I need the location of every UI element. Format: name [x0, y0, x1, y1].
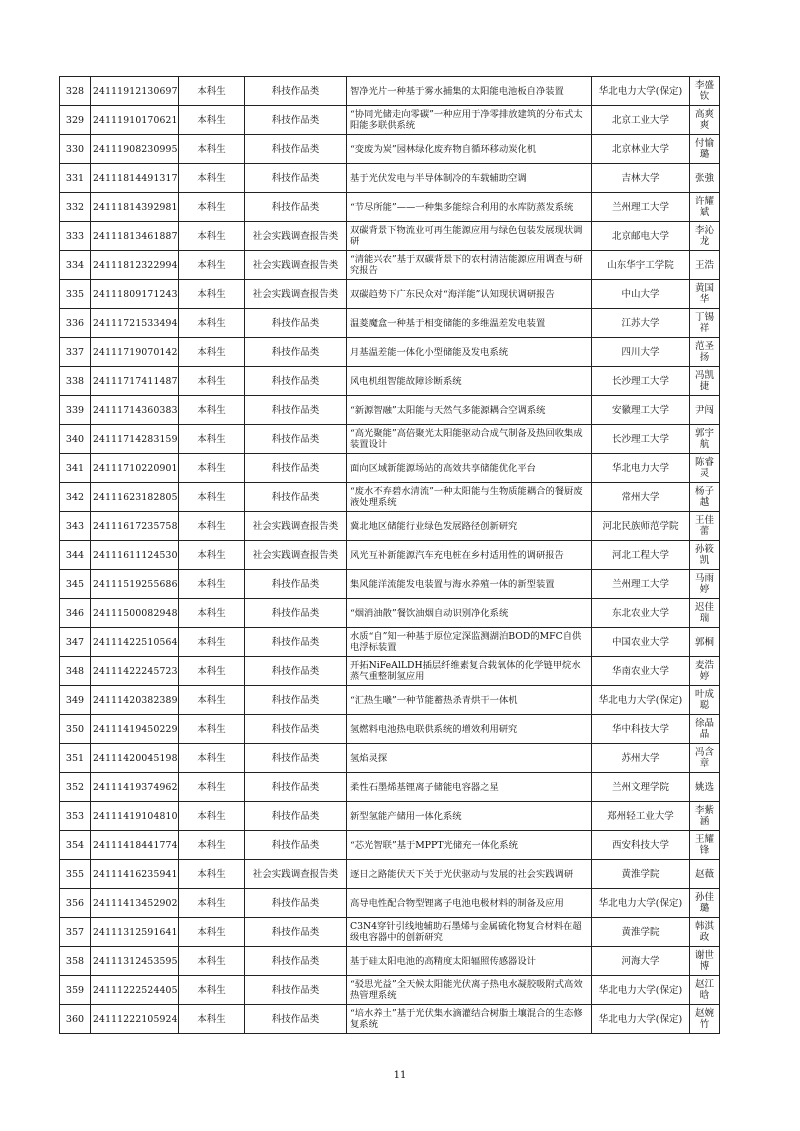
table-body	[60, 77, 720, 1034]
leader-name: 尹闯	[690, 396, 720, 425]
table-row	[60, 715, 720, 744]
category: 科技作品类	[245, 657, 347, 686]
row-number: 357	[60, 918, 91, 947]
school-name: 河海大学	[592, 947, 690, 976]
leader-name: 赵婉竹	[690, 1005, 720, 1034]
leader-name: 黄国华	[690, 280, 720, 309]
category: 科技作品类	[245, 744, 347, 773]
school-name: 常州大学	[592, 483, 690, 512]
table-row	[60, 976, 720, 1005]
student-level: 本科生	[179, 889, 245, 918]
row-number: 351	[60, 744, 91, 773]
leader-name: 王浩	[690, 251, 720, 280]
project-title: 逐日之路能伏天下关于光伏驱动与发展的社会实践调研	[347, 860, 592, 889]
student-level: 本科生	[179, 860, 245, 889]
student-level: 本科生	[179, 338, 245, 367]
project-title: 双碳背景下物流业可再生能源应用与绿色包装发展现状调研	[347, 222, 592, 251]
school-name: 华北电力大学(保定)	[592, 77, 690, 106]
row-number: 356	[60, 889, 91, 918]
leader-name: 高爽爽	[690, 106, 720, 135]
school-name: 苏州大学	[592, 744, 690, 773]
entry-id: 24111617235758	[91, 512, 179, 541]
leader-name: 李紫涵	[690, 802, 720, 831]
school-name: 黄淮学院	[592, 918, 690, 947]
category: 科技作品类	[245, 77, 347, 106]
leader-name: 许耀斌	[690, 193, 720, 222]
project-title: 双碳趋势下广东民众对“海洋能”认知现状调研报告	[347, 280, 592, 309]
table-row	[60, 889, 720, 918]
student-level: 本科生	[179, 947, 245, 976]
student-level: 本科生	[179, 222, 245, 251]
entry-id: 24111420382389	[91, 686, 179, 715]
project-title: “汇热生曦”一种节能蓄热杀青烘干一体机	[347, 686, 592, 715]
project-title: 氢焰灵探	[347, 744, 592, 773]
school-name: 华北电力大学(保定)	[592, 976, 690, 1005]
school-name: 河北民族师范学院	[592, 512, 690, 541]
school-name: 黄淮学院	[592, 860, 690, 889]
entry-id: 24111721533494	[91, 309, 179, 338]
category: 社会实践调查报告类	[245, 512, 347, 541]
entry-id: 24111910170621	[91, 106, 179, 135]
school-name: 山东华宇工学院	[592, 251, 690, 280]
student-level: 本科生	[179, 512, 245, 541]
project-title: 高导电性配合物型锂离子电池电极材料的制备及应用	[347, 889, 592, 918]
school-name: 郑州轻工业大学	[592, 802, 690, 831]
entry-id: 24111813461887	[91, 222, 179, 251]
school-name: 长沙理工大学	[592, 367, 690, 396]
student-level: 本科生	[179, 570, 245, 599]
entry-id: 24111500082948	[91, 599, 179, 628]
category: 科技作品类	[245, 570, 347, 599]
entry-id: 24111812322994	[91, 251, 179, 280]
student-level: 本科生	[179, 135, 245, 164]
student-level: 本科生	[179, 599, 245, 628]
project-title: 冀北地区储能行业绿色发展路径创新研究	[347, 512, 592, 541]
project-title: 风电机组智能故障诊断系统	[347, 367, 592, 396]
category: 社会实践调查报告类	[245, 222, 347, 251]
leader-name: 付愉璐	[690, 135, 720, 164]
category: 科技作品类	[245, 367, 347, 396]
row-number: 328	[60, 77, 91, 106]
table-row	[60, 338, 720, 367]
school-name: 长沙理工大学	[592, 425, 690, 454]
leader-name: 韩淇政	[690, 918, 720, 947]
leader-name: 陈睿灵	[690, 454, 720, 483]
school-name: 华北电力大学(保定)	[592, 889, 690, 918]
category: 社会实践调查报告类	[245, 860, 347, 889]
project-title: 新型氢能产储用一体化系统	[347, 802, 592, 831]
entry-id: 24111719070142	[91, 338, 179, 367]
project-title: 开拓NiFeAlLDH插层纤维素复合载氧体的化学链甲烷水蒸气重整制氢应用	[347, 657, 592, 686]
school-name: 兰州理工大学	[592, 570, 690, 599]
row-number: 330	[60, 135, 91, 164]
project-title: “芯光智联”基于MPPT光储充一体化系统	[347, 831, 592, 860]
school-name: 中国农业大学	[592, 628, 690, 657]
project-title: 集风能洋流能发电装置与海水养殖一体的新型装置	[347, 570, 592, 599]
category: 科技作品类	[245, 773, 347, 802]
category: 科技作品类	[245, 1005, 347, 1034]
school-name: 华北电力大学(保定)	[592, 686, 690, 715]
entry-id: 24111710220901	[91, 454, 179, 483]
project-title: 基于硅太阳电池的高精度太阳辐照传感器设计	[347, 947, 592, 976]
leader-name: 丁锡祥	[690, 309, 720, 338]
leader-name: 张強	[690, 164, 720, 193]
category: 科技作品类	[245, 483, 347, 512]
category: 科技作品类	[245, 338, 347, 367]
school-name: 四川大学	[592, 338, 690, 367]
school-name: 西安科技大学	[592, 831, 690, 860]
row-number: 349	[60, 686, 91, 715]
category: 科技作品类	[245, 686, 347, 715]
table-row	[60, 135, 720, 164]
category: 科技作品类	[245, 599, 347, 628]
category: 科技作品类	[245, 164, 347, 193]
table-row	[60, 512, 720, 541]
leader-name: 谢世博	[690, 947, 720, 976]
project-title: 面向区域新能源场站的高效共享储能优化平台	[347, 454, 592, 483]
table-row	[60, 802, 720, 831]
student-level: 本科生	[179, 802, 245, 831]
row-number: 333	[60, 222, 91, 251]
row-number: 352	[60, 773, 91, 802]
student-level: 本科生	[179, 77, 245, 106]
table-row	[60, 947, 720, 976]
student-level: 本科生	[179, 1005, 245, 1034]
student-level: 本科生	[179, 454, 245, 483]
school-name: 北京林业大学	[592, 135, 690, 164]
category: 科技作品类	[245, 309, 347, 338]
student-level: 本科生	[179, 918, 245, 947]
leader-name: 郭宇航	[690, 425, 720, 454]
leader-name: 迟佳瑞	[690, 599, 720, 628]
table-row	[60, 599, 720, 628]
leader-name: 郭桐	[690, 628, 720, 657]
table-row	[60, 657, 720, 686]
entry-id: 24111714283159	[91, 425, 179, 454]
leader-name: 杨子越	[690, 483, 720, 512]
entry-id: 24111422510564	[91, 628, 179, 657]
leader-name: 孙筱凯	[690, 541, 720, 570]
table-row	[60, 773, 720, 802]
entry-id: 24111809171243	[91, 280, 179, 309]
leader-name: 范圣扬	[690, 338, 720, 367]
student-level: 本科生	[179, 367, 245, 396]
student-level: 本科生	[179, 715, 245, 744]
student-level: 本科生	[179, 831, 245, 860]
row-number: 343	[60, 512, 91, 541]
project-title: “新源智融”太阳能与天然气多能源耦合空调系统	[347, 396, 592, 425]
table-row	[60, 744, 720, 773]
leader-name: 孙佳璐	[690, 889, 720, 918]
table-row	[60, 570, 720, 599]
table-row	[60, 831, 720, 860]
table-row	[60, 1005, 720, 1034]
row-number: 336	[60, 309, 91, 338]
student-level: 本科生	[179, 976, 245, 1005]
school-name: 华北电力大学	[592, 454, 690, 483]
table-row	[60, 396, 720, 425]
project-title: 温菱魔盒一种基于相变储能的多维温差发电装置	[347, 309, 592, 338]
entry-id: 24111814491317	[91, 164, 179, 193]
category: 科技作品类	[245, 918, 347, 947]
project-title: “废水不弃碧水清流”一种太阳能与生物质能耦合的餐厨废液处理系统	[347, 483, 592, 512]
student-level: 本科生	[179, 309, 245, 338]
table-row	[60, 251, 720, 280]
project-title: “驳思光益”全天候太阳能光伏离子热电水凝胶吸附式高效热管理系统	[347, 976, 592, 1005]
project-title: “高光聚能”高倍聚光太阳能驱动合成气制备及热回收集成装置设计	[347, 425, 592, 454]
table-row	[60, 164, 720, 193]
row-number: 344	[60, 541, 91, 570]
project-title: C3N4穿针引线地辅助石墨烯与金属硫化物复合材料在超级电容器中的创新研究	[347, 918, 592, 947]
row-number: 347	[60, 628, 91, 657]
table-row	[60, 106, 720, 135]
project-title: 柔性石墨烯基锂离子储能电容器之星	[347, 773, 592, 802]
table-row	[60, 628, 720, 657]
school-name: 东北农业大学	[592, 599, 690, 628]
row-number: 329	[60, 106, 91, 135]
project-title: 智净光片一种基于雾水捕集的太阳能电池板自净装置	[347, 77, 592, 106]
page-number: 11	[393, 1070, 407, 1081]
entry-id: 24111519255686	[91, 570, 179, 599]
student-level: 本科生	[179, 280, 245, 309]
project-title: “协同光储走向零碳”一种应用于净零排放建筑的分布式太阳能多联供系统	[347, 106, 592, 135]
category: 社会实践调查报告类	[245, 541, 347, 570]
entry-id: 24111422245723	[91, 657, 179, 686]
row-number: 354	[60, 831, 91, 860]
category: 社会实践调查报告类	[245, 280, 347, 309]
row-number: 340	[60, 425, 91, 454]
category: 科技作品类	[245, 425, 347, 454]
category: 科技作品类	[245, 802, 347, 831]
row-number: 341	[60, 454, 91, 483]
table-row	[60, 686, 720, 715]
school-name: 吉林大学	[592, 164, 690, 193]
entry-id: 24111611124530	[91, 541, 179, 570]
row-number: 345	[60, 570, 91, 599]
table-row	[60, 280, 720, 309]
leader-name: 王耀锋	[690, 831, 720, 860]
row-number: 342	[60, 483, 91, 512]
entry-id: 24111623182805	[91, 483, 179, 512]
school-name: 安徽理工大学	[592, 396, 690, 425]
school-name: 华北电力大学(保定)	[592, 1005, 690, 1034]
project-title: 月基温差能一体化小型储能及发电系统	[347, 338, 592, 367]
student-level: 本科生	[179, 106, 245, 135]
leader-name: 马雨婷	[690, 570, 720, 599]
table-row	[60, 918, 720, 947]
row-number: 359	[60, 976, 91, 1005]
row-number: 339	[60, 396, 91, 425]
entry-id: 24111419374962	[91, 773, 179, 802]
category: 科技作品类	[245, 831, 347, 860]
category: 科技作品类	[245, 947, 347, 976]
leader-name: 李沁龙	[690, 222, 720, 251]
school-name: 北京工业大学	[592, 106, 690, 135]
entry-id: 24111714360383	[91, 396, 179, 425]
entry-id: 24111419450229	[91, 715, 179, 744]
school-name: 北京邮电大学	[592, 222, 690, 251]
school-name: 河北工程大学	[592, 541, 690, 570]
row-number: 337	[60, 338, 91, 367]
entry-id: 24111419104810	[91, 802, 179, 831]
row-number: 358	[60, 947, 91, 976]
award-list-table	[59, 76, 720, 1034]
entry-id: 24111416235941	[91, 860, 179, 889]
school-name: 兰州文理学院	[592, 773, 690, 802]
category: 科技作品类	[245, 454, 347, 483]
student-level: 本科生	[179, 541, 245, 570]
row-number: 353	[60, 802, 91, 831]
row-number: 334	[60, 251, 91, 280]
school-name: 江苏大学	[592, 309, 690, 338]
project-title: “变废为炭”园林绿化废弃物自循环移动炭化机	[347, 135, 592, 164]
leader-name: 冯含章	[690, 744, 720, 773]
entry-id: 24111814392981	[91, 193, 179, 222]
entry-id: 24111717411487	[91, 367, 179, 396]
school-name: 兰州理工大学	[592, 193, 690, 222]
project-title: “烟消油散”餐饮油烟自动识别净化系统	[347, 599, 592, 628]
project-title: 氢燃料电池热电联供系统的增效利用研究	[347, 715, 592, 744]
row-number: 332	[60, 193, 91, 222]
leader-name: 姚选	[690, 773, 720, 802]
project-title: “培水养土”基于光伏集水滴灌结合树脂土壤混合的生态修复系统	[347, 1005, 592, 1034]
row-number: 338	[60, 367, 91, 396]
category: 社会实践调查报告类	[245, 251, 347, 280]
row-number: 355	[60, 860, 91, 889]
project-title: 基于光伏发电与半导体制冷的车载辅助空调	[347, 164, 592, 193]
table-row	[60, 193, 720, 222]
entry-id: 24111222524405	[91, 976, 179, 1005]
entry-id: 24111908230995	[91, 135, 179, 164]
student-level: 本科生	[179, 657, 245, 686]
entry-id: 24111912130697	[91, 77, 179, 106]
student-level: 本科生	[179, 396, 245, 425]
entry-id: 24111420045198	[91, 744, 179, 773]
school-name: 华南农业大学	[592, 657, 690, 686]
entry-id: 24111222105924	[91, 1005, 179, 1034]
table-row	[60, 77, 720, 106]
project-title: “清能兴农”基于双碳背景下的农村清洁能源应用调查与研究报告	[347, 251, 592, 280]
category: 科技作品类	[245, 135, 347, 164]
row-number: 331	[60, 164, 91, 193]
table-row	[60, 483, 720, 512]
student-level: 本科生	[179, 251, 245, 280]
project-title: 风光互补新能源汽车充电桩在乡村适用性的调研报告	[347, 541, 592, 570]
student-level: 本科生	[179, 686, 245, 715]
leader-name: 徐晶晶	[690, 715, 720, 744]
category: 科技作品类	[245, 628, 347, 657]
student-level: 本科生	[179, 164, 245, 193]
row-number: 335	[60, 280, 91, 309]
table-row	[60, 222, 720, 251]
student-level: 本科生	[179, 193, 245, 222]
entry-id: 24111418441774	[91, 831, 179, 860]
leader-name: 冯凯捷	[690, 367, 720, 396]
school-name: 中山大学	[592, 280, 690, 309]
table-row	[60, 425, 720, 454]
student-level: 本科生	[179, 425, 245, 454]
table-row	[60, 454, 720, 483]
category: 科技作品类	[245, 715, 347, 744]
row-number: 360	[60, 1005, 91, 1034]
project-title: “节尽所能”——一种集多能综合利用的水库防蒸发系统	[347, 193, 592, 222]
entry-id: 24111413452902	[91, 889, 179, 918]
table-row	[60, 367, 720, 396]
entry-id: 24111312453595	[91, 947, 179, 976]
student-level: 本科生	[179, 744, 245, 773]
category: 科技作品类	[245, 976, 347, 1005]
leader-name: 李盛钦	[690, 77, 720, 106]
leader-name: 王佳蕾	[690, 512, 720, 541]
category: 科技作品类	[245, 106, 347, 135]
row-number: 346	[60, 599, 91, 628]
table-row	[60, 860, 720, 889]
leader-name: 赵江晗	[690, 976, 720, 1005]
category: 科技作品类	[245, 193, 347, 222]
row-number: 348	[60, 657, 91, 686]
student-level: 本科生	[179, 773, 245, 802]
leader-name: 麦浩婷	[690, 657, 720, 686]
school-name: 华中科技大学	[592, 715, 690, 744]
student-level: 本科生	[179, 628, 245, 657]
category: 科技作品类	[245, 396, 347, 425]
leader-name: 赵薇	[690, 860, 720, 889]
table-row	[60, 309, 720, 338]
table-row	[60, 541, 720, 570]
leader-name: 叶成聪	[690, 686, 720, 715]
student-level: 本科生	[179, 483, 245, 512]
entry-id: 24111312591641	[91, 918, 179, 947]
row-number: 350	[60, 715, 91, 744]
project-title: 水质“自”知一种基于原位定深监测湖泊BOD的MFC自供电浮标装置	[347, 628, 592, 657]
category: 科技作品类	[245, 889, 347, 918]
